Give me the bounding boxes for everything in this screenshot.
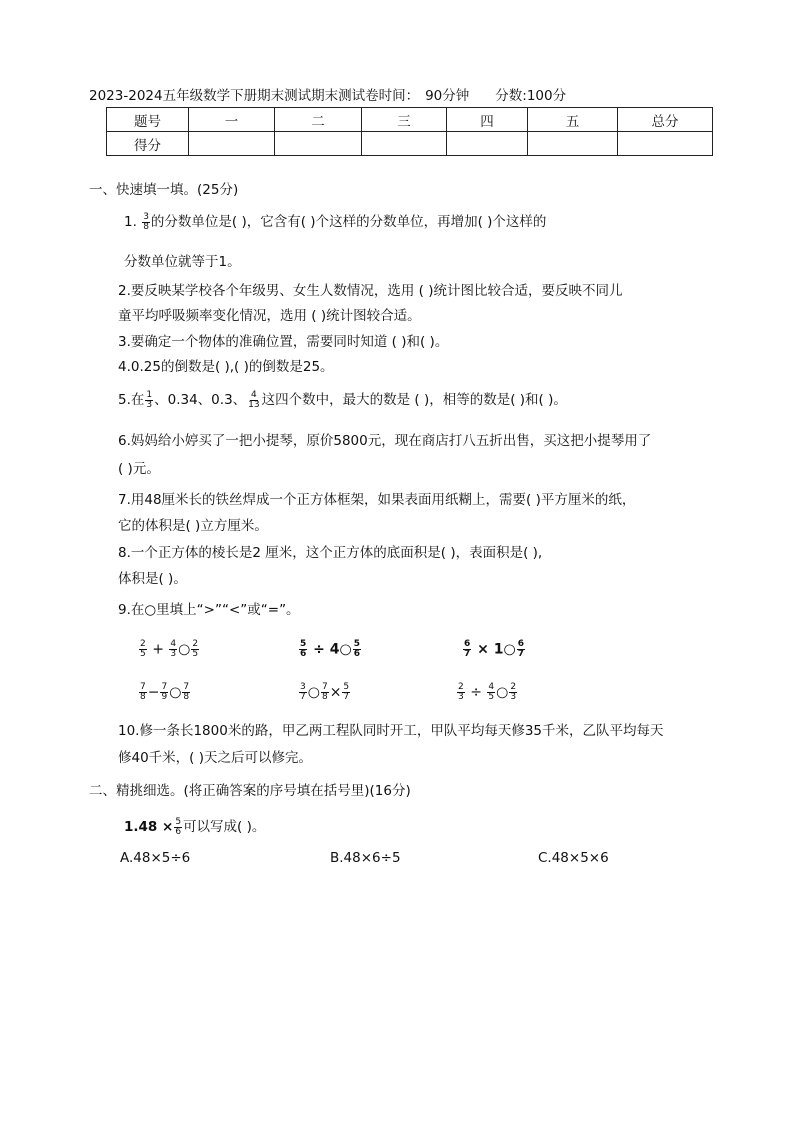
fraction: $\frac{4}{3}$ (170, 639, 177, 659)
compare-expression-2 (298, 640, 362, 659)
compare-expression-4 (138, 683, 191, 702)
table-cell: 一 (189, 108, 275, 132)
score-input-cell[interactable] (618, 132, 713, 156)
option-a[interactable]: A.48×5÷6 (120, 850, 191, 866)
table-cell: 得分 (107, 132, 189, 156)
question-4: 4.0.25的倒数是( ),( )的倒数是25。 (118, 359, 334, 375)
question-text: 、0.34、0.3、 (154, 392, 247, 408)
compare-expression-3 (462, 640, 526, 659)
section1-title: 一、快速填一填。(25分) (89, 182, 239, 198)
table-cell: 三 (362, 108, 447, 132)
exam-time: 90分钟 (425, 88, 470, 104)
fraction: $\frac{3}{8}$ (143, 211, 149, 232)
operator: ÷ 4○ (313, 641, 352, 658)
fraction: $\frac{6}{7}$ (464, 639, 471, 659)
fraction: $\frac{5}{6}$ (300, 639, 307, 659)
table-cell: 总分 (618, 108, 713, 132)
section2-title: 二、精挑细选。(将正确答案的序号填在括号里)(16分) (89, 783, 411, 799)
operator: × (329, 684, 342, 701)
table-cell: 五 (528, 108, 618, 132)
question-text: 可以写成( )。 (183, 819, 266, 835)
question-text: 1.48 × (124, 819, 174, 835)
question-number: 1. (124, 214, 137, 230)
option-b[interactable]: B.48×6÷5 (330, 850, 401, 866)
fraction: $\frac{2}{3}$ (458, 682, 464, 702)
exam-title: 2023-2024五年级数学下册期末测试期末测试卷时间： (89, 88, 420, 104)
fraction: $\frac{3}{7}$ (300, 682, 306, 702)
operator: + (152, 641, 164, 658)
score-input-cell[interactable] (275, 132, 362, 156)
compare-circle[interactable]: ○ (178, 641, 191, 658)
question-8-line1: 8.一个正方体的棱长是2 厘米，这个正方体的底面积是( )，表面积是( ), (118, 545, 543, 561)
question-1 (124, 210, 546, 232)
question-2-line2: 童平均呼吸频率变化情况，选用 ( )统计图较合适。 (118, 308, 421, 324)
fraction: $\frac{5}{7}$ (343, 682, 350, 702)
table-cell: 题号 (107, 108, 189, 132)
option-c[interactable]: C.48×5×6 (538, 850, 609, 866)
operator: ÷ (470, 684, 482, 701)
question-text: 的分数单位是( )，它含有( )个这样的分数单位，再增加( )个这样的 (150, 214, 547, 230)
question-text: 这四个数中，最大的数是 ( )，相等的数是( )和( )。 (261, 392, 567, 408)
table-cell: 二 (275, 108, 362, 132)
fraction: $\frac{2}{5}$ (192, 639, 199, 659)
operator: − (147, 684, 160, 701)
score-table-score-row (107, 132, 713, 156)
fraction: $\frac{2}{5}$ (140, 639, 146, 659)
exam-header (89, 84, 566, 104)
fraction: $\frac{4}{13}$ (248, 389, 260, 410)
question-text: 5.在 (118, 392, 145, 408)
fraction: $\frac{7}{8}$ (321, 682, 328, 702)
compare-expression-6 (456, 683, 518, 702)
compare-circle[interactable]: ○ (307, 684, 320, 701)
compare-circle[interactable]: ○ (496, 684, 509, 701)
fraction: $\frac{5}{6}$ (175, 816, 182, 837)
question-8-line2: 体积是( )。 (118, 571, 187, 587)
question-5 (118, 388, 567, 410)
exam-score: 分数:100分 (495, 88, 567, 104)
fraction: $\frac{7}{8}$ (183, 682, 190, 702)
operator: × 1○ (477, 641, 516, 658)
score-table (106, 107, 713, 156)
question-9-title: 9.在○里填上“>”“<”或“=”。 (118, 602, 300, 618)
score-input-cell[interactable] (189, 132, 275, 156)
question-1-line2: 分数单位就等于1。 (124, 254, 241, 270)
score-input-cell[interactable] (362, 132, 447, 156)
score-table-header-row (107, 108, 713, 132)
fraction: $\frac{7}{9}$ (161, 682, 168, 702)
question-7-line1: 7.用48厘米长的铁丝焊成一个正方体框架，如果表面用纸糊上，需要( )平方厘米的纸， (118, 492, 636, 508)
fraction: $\frac{7}{8}$ (140, 682, 146, 702)
table-cell: 四 (447, 108, 528, 132)
question-10-line1: 10.修一条长1800米的路，甲乙两工程队同时开工，甲队平均每天修35千米，乙队平均每天 (118, 723, 664, 739)
question-3: 3.要确定一个物体的准确位置，需要同时知道 ( )和( )。 (118, 334, 449, 350)
score-input-cell[interactable] (447, 132, 528, 156)
compare-expression-1 (138, 640, 200, 659)
fraction: $\frac{6}{7}$ (517, 639, 524, 659)
compare-expression-5 (298, 683, 351, 702)
fraction: $\frac{2}{3}$ (510, 682, 517, 702)
fraction: $\frac{4}{5}$ (488, 682, 495, 702)
fraction: $\frac{5}{6}$ (353, 639, 360, 659)
mc-question-1 (124, 815, 265, 837)
score-input-cell[interactable] (528, 132, 618, 156)
question-10-line2: 修40千米，( )天之后可以修完。 (118, 750, 313, 766)
question-6-line2: ( )元。 (118, 461, 160, 477)
fraction: $\frac{1}{3}$ (146, 389, 153, 410)
question-7-line2: 它的体积是( )立方厘米。 (118, 518, 268, 534)
question-2-line1: 2.要反映某学校各个年级男、女生人数情况，选用 ( )统计图比较合适，要反映不同儿 (118, 283, 623, 299)
question-6-line1: 6.妈妈给小婷买了一把小提琴，原价5800元，现在商店打八五折出售，买这把小提琴用了 (118, 433, 652, 449)
compare-circle[interactable]: ○ (169, 684, 182, 701)
